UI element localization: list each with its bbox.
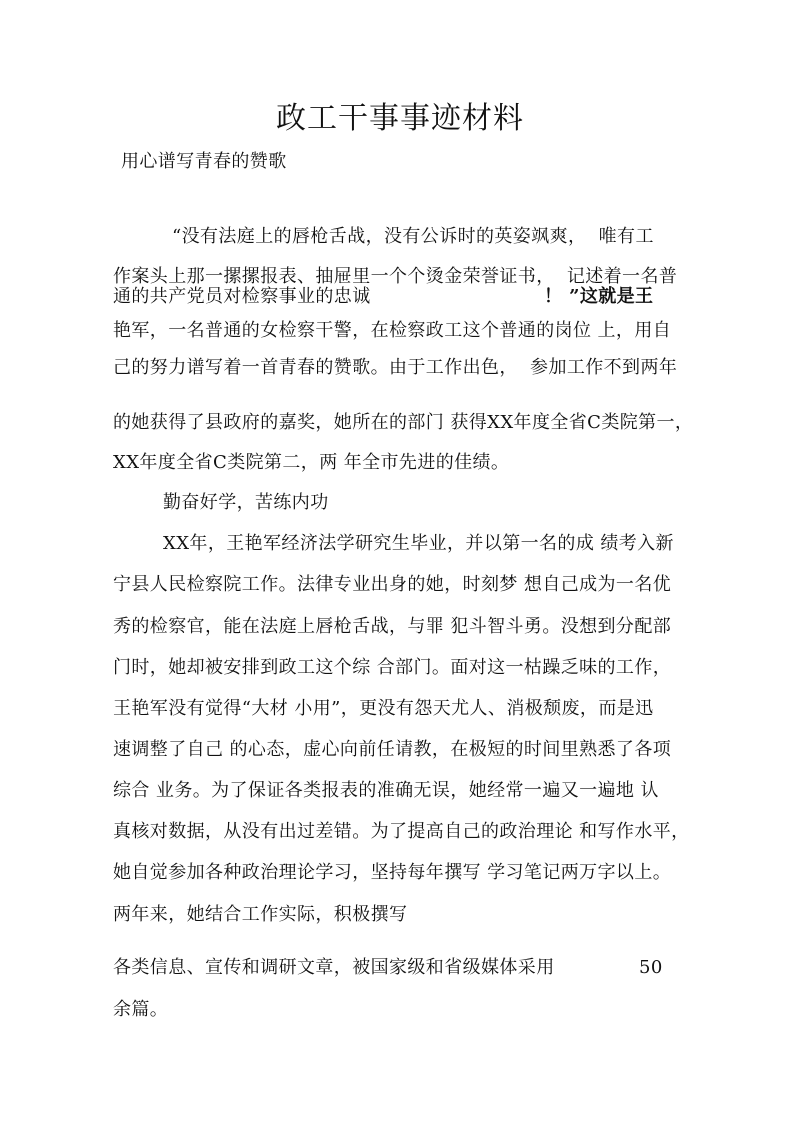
para2-line: 真核对数据，从没有出过差错。为了提高自己的政治理论 和写作水平， (113, 821, 690, 842)
para2-line: 速调整了自己 的心态，虚心向前任请教，在极短的时间里熟悉了各项 (113, 739, 672, 760)
para1-line: 己的努力谱写着一首青春的赞歌。由于工作出色， 参加工作不到两年 (113, 357, 678, 378)
para2-line: 她自觉参加各种政治理论学习，坚持每年撰写 学习笔记两万字以上。 (113, 862, 672, 883)
para3-line: 余篇。 (113, 999, 169, 1020)
para1-line: 通的共产党员对检察事业的忠诚 (113, 286, 371, 307)
para2-line: 综合 业务。为了保证各类报表的准确无误，她经常一遍又一遍地 认 (113, 780, 659, 801)
document-title: 政工干事事迹材料 (276, 101, 524, 136)
para1-line: 的她获得了县政府的嘉奖，她所在的部门 获得XX年度全省C类院第一， (113, 412, 694, 433)
para2-line: XX年，王艳军经济法学研究生毕业，并以第一名的成 绩考入新 (163, 533, 674, 554)
para2-line: 秀的检察官，能在法庭上唇枪舌战，与罪 犯斗智斗勇。没想到分配部 (113, 616, 672, 637)
para1-line: 艳军，一名普通的女检察干警，在检察政工这个普通的岗位 上，用自 (113, 320, 672, 341)
para2-line: 两年来，她结合工作实际，积极撰写 (113, 904, 408, 925)
section-heading: 勤奋好学，苦练内功 (163, 492, 329, 513)
para3-number: 50 (639, 957, 663, 978)
para2-line: 宁县人民检察院工作。法律专业出身的她，时刻梦 想自己成为一名优 (113, 574, 672, 595)
para2-line: 门时，她却被安排到政工这个综 合部门。面对这一枯躁乏味的工作， (113, 657, 672, 678)
para1-line-tail: ！ ”这就是王 (544, 286, 654, 307)
document-subtitle: 用心谱写青春的赞歌 (121, 151, 287, 172)
para1-line: XX年度全省C类院第二，两 年全市先进的佳绩。 (113, 452, 510, 473)
para3-line: 各类信息、宣传和调研文章，被国家级和省级媒体采用 (113, 957, 555, 978)
para1-line: “没有法庭上的唇枪舌战，没有公诉时的英姿飒爽， 唯有工 (172, 226, 654, 247)
para1-line: 作案头上那一摞摞报表、抽屉里一个个烫金荣誉证书， 记述着一名普 (113, 266, 678, 287)
para2-line: 王艳军没有觉得“大材 小用”，更没有怨天尤人、消极颓废，而是迅 (113, 698, 654, 719)
